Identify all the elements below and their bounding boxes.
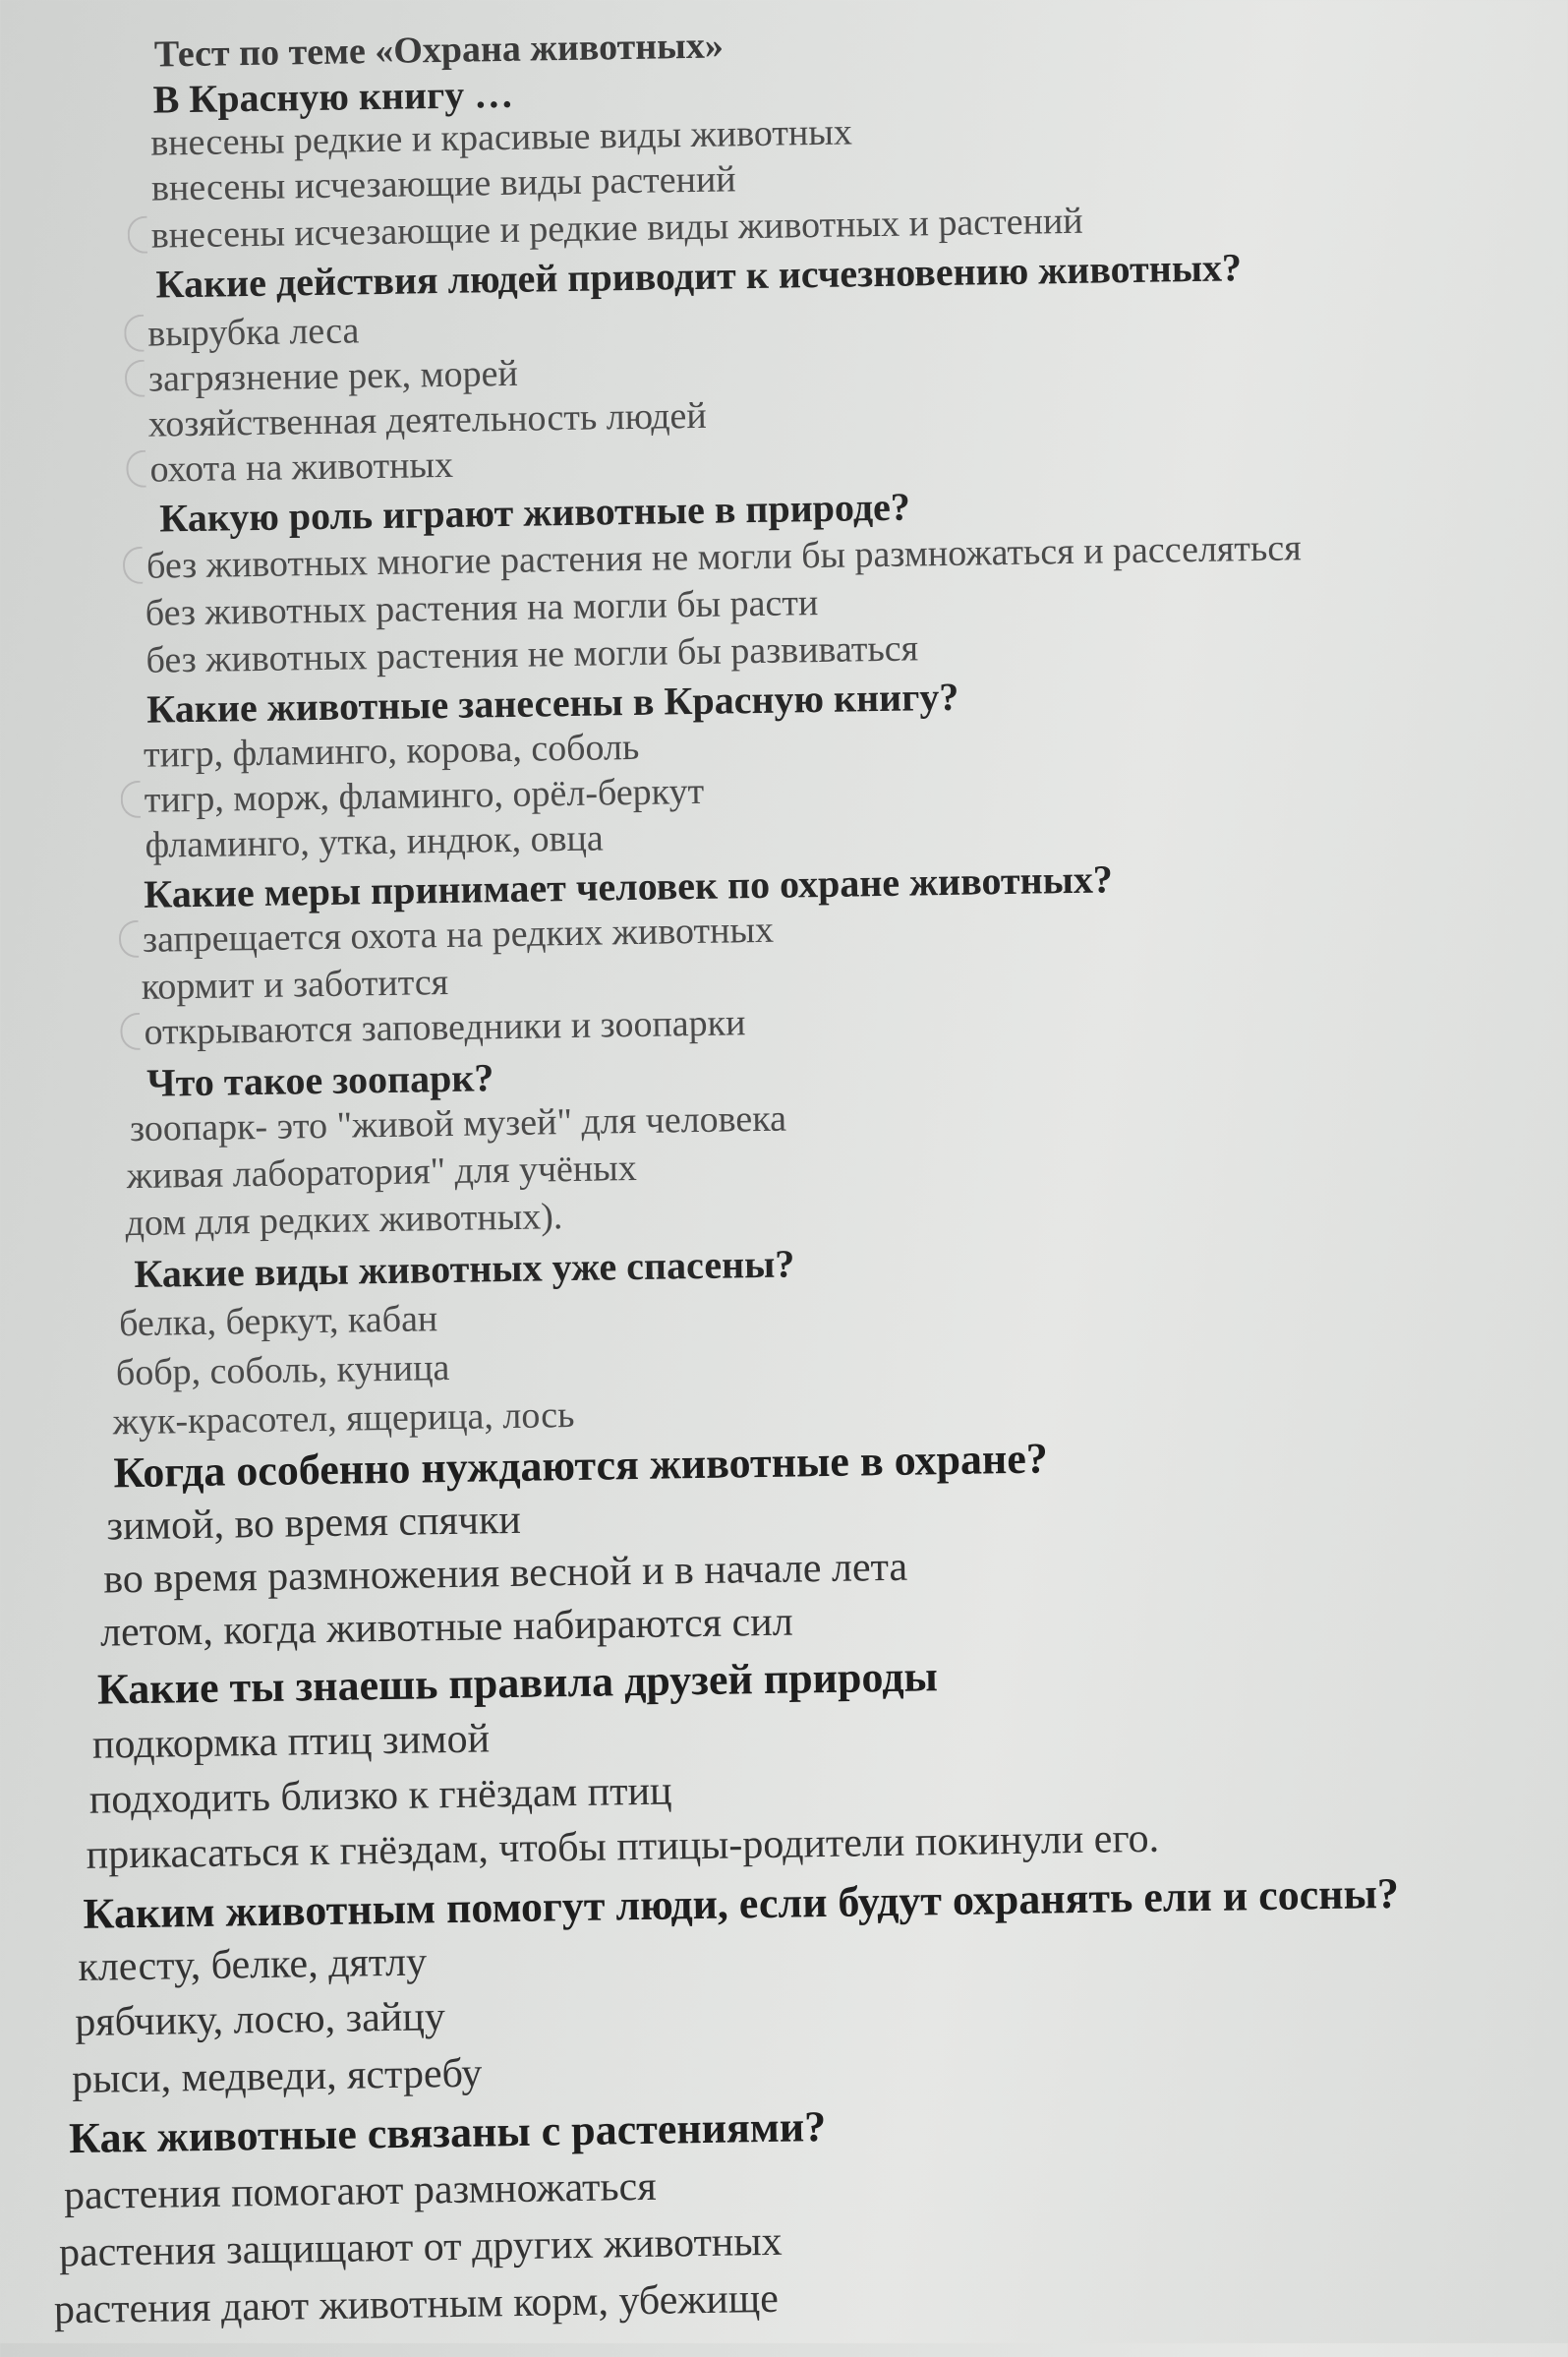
option: без животных растения на могли бы расти (145, 582, 819, 634)
option (119, 909, 775, 962)
option-label: внесены исчезающие и редкие виды животных и растений (150, 200, 1083, 257)
option-label: запрещается охота на редких животных (142, 909, 775, 961)
option: зимой, во время спячки (106, 1497, 522, 1550)
option: жук-красотел, ящерица, лось (112, 1394, 575, 1444)
option: подходить близко к гнёздам птиц (88, 1768, 672, 1823)
answer-bubble-icon[interactable] (119, 920, 140, 958)
answer-bubble-icon[interactable] (125, 360, 145, 397)
answer-bubble-icon[interactable] (126, 450, 146, 488)
option: фламинго, утка, индюк, овца (145, 817, 605, 866)
option: подкормка птиц зимой (91, 1716, 491, 1768)
option: дом для редких животных). (125, 1196, 563, 1245)
option (125, 352, 518, 401)
option-label: охота на животных (149, 443, 454, 491)
option: растения помогают размножаться (63, 2163, 657, 2219)
option (124, 309, 360, 356)
option: прикасаться к гнёздам, чтобы птицы-родители покинули его. (86, 1815, 1160, 1878)
answer-bubble-icon[interactable] (124, 315, 145, 352)
answer-bubble-icon[interactable] (120, 1013, 141, 1050)
option: внесены исчезающие виды растений (150, 158, 736, 209)
option: рыси, медведи, ястребу (71, 2050, 483, 2103)
option: кормит и заботится (141, 961, 449, 1008)
test-title: Тест по теме «Охрана животных» (153, 25, 725, 76)
question-10: Каким животным помогут люди, если будут охранять ели и сосны? (83, 1868, 1400, 1938)
option: живая лаборатория" для учёных (126, 1147, 638, 1198)
option: летом, когда животные набираются сил (99, 1599, 793, 1656)
option (126, 443, 453, 492)
question-2: Какие действия людей приводит к исчезновению животных? (155, 245, 1243, 307)
option: бобр, соболь, куница (115, 1346, 450, 1394)
option-label: загрязнение рек, морей (147, 352, 519, 400)
question-3: Какую роль играют животные в природе? (158, 484, 911, 541)
option-label: открываются заповедники и зоопарки (144, 1002, 746, 1053)
option-label: тигр, морж, фламинго, орёл-беркут (144, 770, 705, 821)
question-4: Какие животные занесены в Красную книгу? (145, 674, 959, 732)
question-8: Когда особенно нуждаются животные в охране? (113, 1434, 1049, 1498)
question-5: Какие меры принимает человек по охране животных? (143, 856, 1114, 916)
option (120, 770, 704, 822)
option: растения дают животным корм, убежище (53, 2275, 780, 2333)
option: клесту, белке, дятлу (78, 1939, 428, 1990)
answer-bubble-icon[interactable] (127, 216, 147, 254)
question-11: Как животные связаны с растениями? (68, 2102, 827, 2163)
question-6: Что такое зоопарк? (145, 1055, 494, 1105)
option: зоопарк- это "живой музей" для человека (129, 1097, 787, 1150)
option: белка, беркут, кабан (118, 1298, 438, 1345)
answer-bubble-icon[interactable] (120, 781, 141, 818)
question-9: Какие ты знаешь правила друзей природы (96, 1652, 939, 1714)
question-1: В Красную книгу … (152, 71, 514, 122)
option: тигр, фламинго, корова, соболь (143, 726, 640, 776)
option: рябчику, лосю, зайцу (74, 1994, 446, 2046)
option-label: вырубка леса (147, 310, 360, 355)
option: без животных растения не могли бы развиваться (145, 627, 919, 681)
option: внесены редкие и красивые виды животных (149, 111, 853, 164)
answer-bubble-icon[interactable] (123, 547, 144, 584)
option: растения защищают от других животных (58, 2218, 783, 2276)
option (120, 1001, 746, 1054)
option: во время размножения весной и в начале лета (102, 1544, 908, 1603)
option-label: без животных многие растения не могли бы размножаться и расселяться (145, 527, 1302, 587)
option: хозяйственная деятельность людей (147, 394, 708, 445)
question-7: Какие виды животных уже спасены? (134, 1241, 795, 1297)
